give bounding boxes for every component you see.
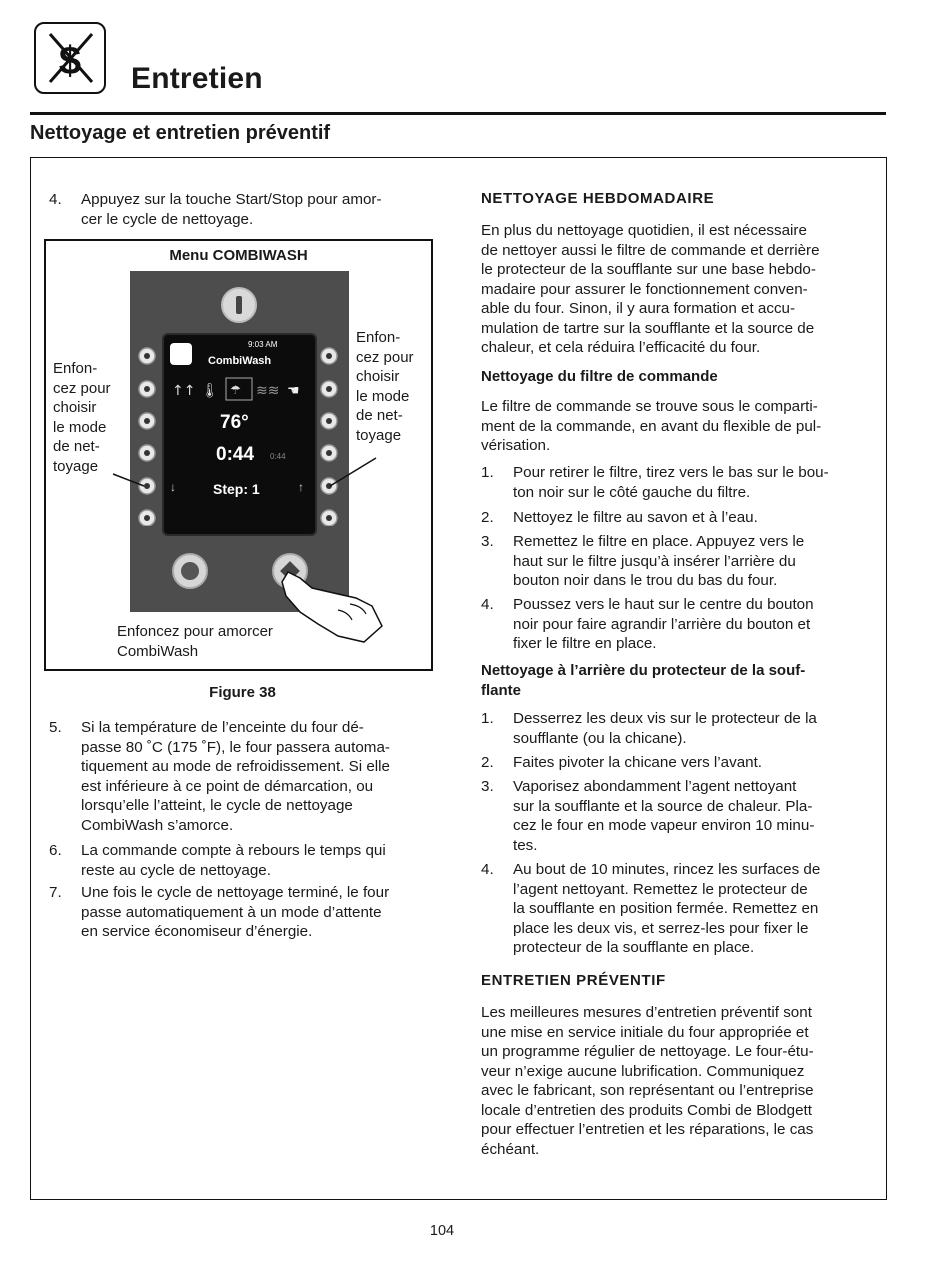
- down-arrow-icon: ↓: [170, 480, 176, 494]
- preventive-heading: ENTRETIEN PRÉVENTIF: [481, 972, 666, 989]
- up-arrow-icon: ↑: [298, 480, 304, 494]
- step-number: 2.: [481, 754, 494, 771]
- thermometer-icon: 🌡: [201, 383, 219, 399]
- step-text: Remettez le filtre en place. Appuyez vers le haut sur le filtre jusqu’à insérer l’arrière du bouton noir dans le trou du bas du four.: [513, 533, 805, 589]
- step-text: La commande compte à rebours le temps qui reste au cycle de nettoyage.: [81, 842, 386, 879]
- figure-caption: Figure 38: [209, 684, 276, 701]
- right-callout-line: [330, 458, 376, 486]
- filter-heading: Nettoyage du filtre de commande: [481, 368, 718, 385]
- hand-icon: ☚: [287, 383, 300, 399]
- step-text: Si la température de l’enceinte du four dé- passe 80 ˚C (175 ˚F), le four passera automa- tiquement au mode de refroidissement. Si elle est inférieure à ce point de démarcation, ou lorsqu’elle l’atteint, le cycle de nettoyage CombiWash s’amorce.: [81, 719, 390, 834]
- step-number: 4.: [49, 191, 62, 208]
- blower-heading: Nettoyage à l’arrière du protecteur de la souf- flante: [481, 662, 806, 699]
- step-number: 2.: [481, 509, 494, 526]
- step-number: 3.: [481, 533, 494, 550]
- filter-paragraph: Le filtre de commande se trouve sous le comparti- ment de la commande, en avant du flexible de pul- vérisation.: [481, 398, 822, 454]
- shower-icon: ☂: [230, 383, 241, 397]
- screen-title: CombiWash: [208, 355, 272, 367]
- step-number: 7.: [49, 884, 62, 901]
- step-text: Vaporisez abondamment l’agent nettoyant sur la soufflante et la source de chaleur. Pla- cez le four en mode vapeur environ 10 minu- tes.: [513, 778, 815, 854]
- step-number: 5.: [49, 719, 62, 736]
- step-text: Au bout de 10 minutes, rincez les surfaces de l’agent nettoyant. Remettez le protecteur de la soufflante en position fermée. Remettez en place les deux vis, et serrez-les pour fixer le protecteur de la soufflante en place.: [513, 861, 821, 956]
- step-text: Desserrez les deux vis sur le protecteur de la soufflante (ou la chicane).: [513, 710, 817, 747]
- step-number: 6.: [49, 842, 62, 859]
- chapter-title: Entretien: [131, 62, 263, 95]
- step-number: 4.: [481, 596, 494, 613]
- step-text: Nettoyez le filtre au savon et à l’eau.: [513, 509, 758, 526]
- section-title: Nettoyage et entretien préventif: [30, 122, 331, 144]
- weekly-paragraph: En plus du nettoyage quotidien, il est nécessaire de nettoyer aussi le filtre de commande et derrière le protecteur de la soufflante sur une base hebdo- madaire pour assurer le fonctionnement conven- able du four. Sinon, il y aura formation et accu- mulation de tartre sur la soufflante et la source de chaleur, et cela réduira l’efficacité du four.: [481, 222, 820, 356]
- step-text: Poussez vers le haut sur le centre du bouton noir pour faire agrandir l’arrière du bouton et fixer le filtre en place.: [513, 596, 814, 652]
- step-number: 4.: [481, 861, 494, 878]
- step-text: Une fois le cycle de nettoyage terminé, le four passe automatiquement à un mode d’attente en service économiseur d’énergie.: [81, 884, 390, 940]
- preventive-paragraph: Les meilleures mesures d’entretien préventif sont une mise en service initiale du four appropriée et un programme régulier de nettoyage. Le four-étu- veur n’exige aucune lubrification. Communiquez avec le fabricant, son représentant ou l’entreprise locale d’entretien des produits Combi de Blodgett pour effectuer l’entretien et les réparations, le cas échéant.: [481, 1004, 814, 1158]
- heat-waves-icon: ≋≋: [256, 383, 280, 399]
- step-text: Pour retirer le filtre, tirez vers le bas sur le bou- ton noir sur le côté gauche du filtre.: [513, 464, 829, 501]
- right-callout: Enfon- cez pour choisir le mode de net- toyage: [356, 329, 414, 444]
- temperature-value: 76°: [220, 412, 249, 433]
- countdown-small: 0:44: [270, 452, 286, 461]
- svg-text:$: $: [58, 39, 82, 83]
- bottom-callout: Enfoncez pour amorcer CombiWash: [117, 623, 273, 660]
- step-number: 1.: [481, 464, 494, 481]
- pointing-hand-icon: [282, 572, 382, 642]
- step-number: 1.: [481, 710, 494, 727]
- step-label: Step: 1: [213, 481, 260, 497]
- left-callout-line: [113, 474, 144, 486]
- step-text: Appuyez sur la touche Start/Stop pour amor- cer le cycle de nettoyage.: [81, 191, 382, 228]
- step-text: Faites pivoter la chicane vers l’avant.: [513, 754, 763, 771]
- figure-menu-title: Menu COMBIWASH: [169, 247, 308, 264]
- step-number: 3.: [481, 778, 494, 795]
- left-callout: Enfon- cez pour choisir le mode de net- toyage: [53, 360, 111, 475]
- weekly-heading: NETTOYAGE HEBDOMADAIRE: [481, 190, 715, 207]
- clock-text: 9:03 AM: [248, 340, 278, 349]
- page-number: 104: [429, 1223, 455, 1239]
- steam-arrows-icon: ↑↑: [172, 383, 196, 399]
- countdown-value: 0:44: [216, 444, 255, 465]
